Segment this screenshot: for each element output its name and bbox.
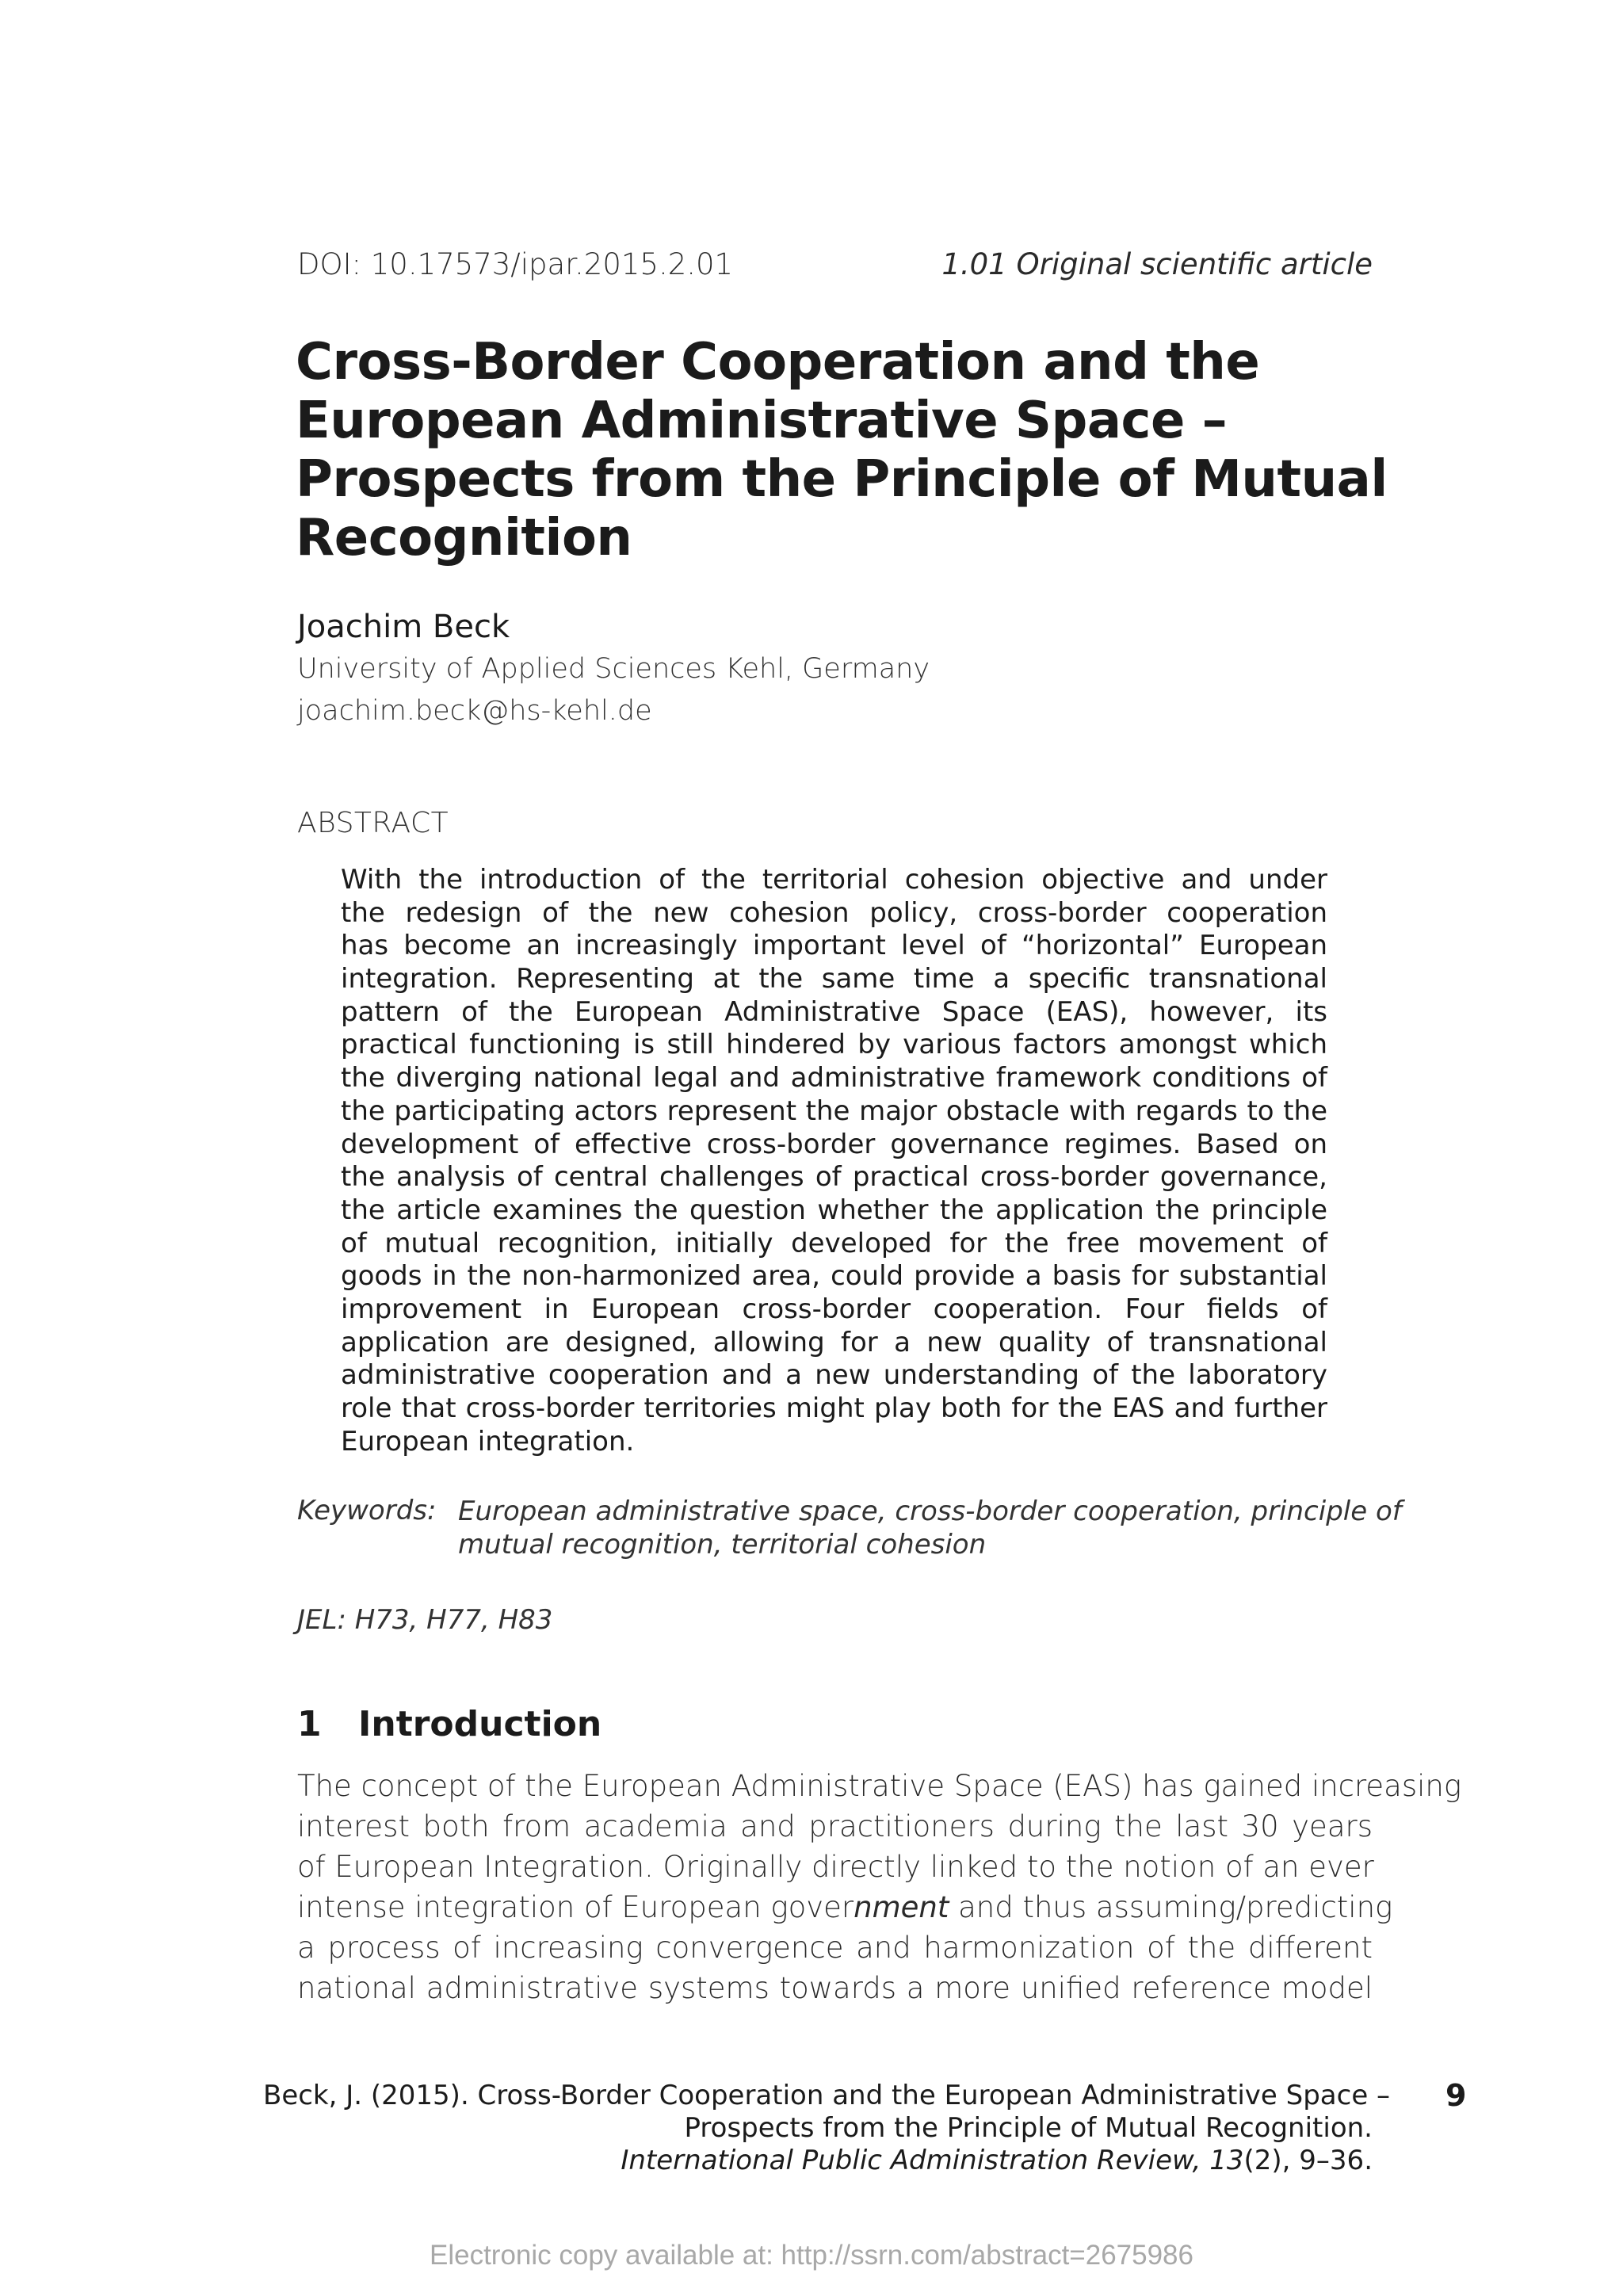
- abstract-line: European integration.: [341, 1425, 635, 1457]
- abstract-line: goods in the non-harmonized area, could provide a basis for substantial: [341, 1260, 1327, 1293]
- keywords-text: [458, 1495, 1402, 1561]
- page-number: 9: [1445, 2078, 1467, 2113]
- abstract-line: role that cross-border territories might play both for the EAS and further: [341, 1392, 1327, 1424]
- citation-line: [263, 2145, 1373, 2177]
- intro-line: interest both from academia and practitioners during the last 30 years: [297, 1809, 1373, 1843]
- abstract-line: application are designed, allowing for a new quality of transnational: [341, 1326, 1327, 1358]
- citation-issue-pages: (2), 9–36.: [1243, 2145, 1373, 2176]
- abstract-line: of mutual recognition, initially developed for the free movement of: [341, 1227, 1327, 1259]
- author-affiliation: University of Applied Sciences Kehl, Germany: [297, 653, 930, 685]
- abstract-line: the redesign of the new cohesion policy, cross-border cooperation: [341, 896, 1327, 929]
- abstract-line: With the introduction of the territorial cohesion objective and under: [341, 864, 1327, 896]
- intro-line4-prefix: intense integration of European gover: [297, 1890, 854, 1924]
- citation: [263, 2080, 1391, 2177]
- keywords-line: mutual recognition, territorial cohesion: [458, 1529, 987, 1561]
- section-title: Introduction: [358, 1704, 602, 1744]
- intro-line: of European Integration. Originally directly linked to the notion of an ever: [297, 1850, 1374, 1884]
- author-email[interactable]: joachim.beck@hs-kehl.de: [297, 695, 652, 727]
- abstract-line: the analysis of central challenges of practical cross-border governance,: [341, 1161, 1327, 1194]
- abstract-heading: ABSTRACT: [297, 807, 449, 839]
- keywords-label: Keywords:: [297, 1495, 437, 1526]
- citation-journal: International Public Administration Review, 13: [621, 2145, 1244, 2176]
- author-name: Joachim Beck: [297, 609, 510, 645]
- abstract-body: [341, 864, 1327, 1458]
- abstract-line: practical functioning is still hindered by various factors amongst which: [341, 1029, 1327, 1061]
- intro-paragraph: [297, 1766, 1462, 2008]
- intro-line: national administrative systems towards a more unified reference model: [297, 1971, 1373, 2005]
- jel-codes: JEL: H73, H77, H83: [297, 1604, 553, 1636]
- abstract-line: integration. Representing at the same time a specific transnational: [341, 963, 1327, 995]
- abstract-line: development of effective cross-border governance regimes. Based on: [341, 1128, 1327, 1160]
- citation-line: Prospects from the Principle of Mutual Recognition.: [684, 2112, 1373, 2144]
- intro-line4-italic: nment: [854, 1890, 949, 1924]
- abstract-line: the diverging national legal and administrative framework conditions of: [341, 1062, 1327, 1095]
- abstract-line: the participating actors represent the major obstacle with regards to the: [341, 1095, 1327, 1127]
- intro-line4-suffix: and thus assuming/predicting: [949, 1890, 1393, 1924]
- intro-line: [297, 1887, 1393, 1927]
- doi: DOI: 10.17573/ipar.2015.2.01: [297, 247, 734, 281]
- intro-line: a process of increasing convergence and harmonization of the different: [297, 1931, 1373, 1965]
- intro-line: The concept of the European Administrative Space (EAS) has gained increasing: [297, 1769, 1462, 1803]
- abstract-line: administrative cooperation and a new understanding of the laboratory: [341, 1359, 1327, 1392]
- abstract-line: has become an increasingly important level of “horizontal” European: [341, 930, 1327, 962]
- section-number: 1: [297, 1704, 322, 1744]
- abstract-line: pattern of the European Administrative Space (EAS), however, its: [341, 995, 1327, 1028]
- title-line: Recognition: [296, 509, 632, 567]
- citation-line: Beck, J. (2015). Cross-Border Cooperation and the European Administrative Space –: [263, 2080, 1391, 2111]
- title-line: Prospects from the Principle of Mutual: [296, 450, 1388, 509]
- abstract-line: the article examines the question whether the application the principle: [341, 1194, 1327, 1226]
- keywords-line: European administrative space, cross-border cooperation, principle of: [458, 1496, 1402, 1527]
- ssrn-notice[interactable]: Electronic copy available at: http://ssrn.com/abstract=2675986: [429, 2240, 1193, 2271]
- title-line: European Administrative Space –: [296, 392, 1228, 450]
- abstract-line: improvement in European cross-border cooperation. Four fields of: [341, 1293, 1327, 1325]
- title-line: Cross-Border Cooperation and the: [296, 333, 1260, 392]
- article-type: 1.01 Original scientific article: [941, 247, 1373, 281]
- paper-title: [296, 333, 1421, 567]
